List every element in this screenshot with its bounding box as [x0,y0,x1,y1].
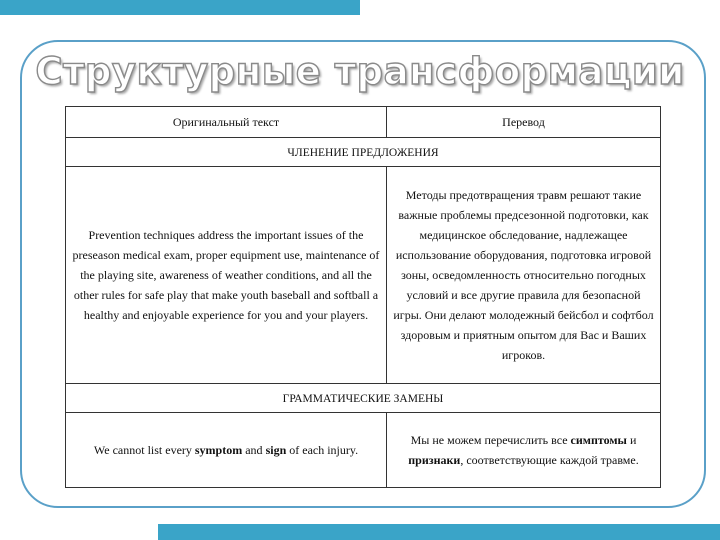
comparison-table [65,106,661,488]
translation-text-cell: Мы не можем перечислить все симптомы и признаки, соответствующие каждой травме. [387,413,661,488]
top-accent-bar [0,0,360,15]
translation-text-cell: Методы предотвращения травм решают такие важные проблемы предсезонной подготовки, как медицинское обследование, надлежащее использование оборудования, подготовка игровой зоны, осведомленность относительно погодных условий и все другие правила для безопасной игры. Они делают молодежный бейсбол и софтбол здоровым и приятным опытом для Вас и Ваших игроков. [387,167,661,384]
section-title-grammar-substitution: ГРАММАТИЧЕСКИЕ ЗАМЕНЫ [282,392,444,405]
table-row [66,413,661,488]
original-text-cell: Prevention techniques address the important issues of the preseason medical exam, proper equipment use, maintenance of the playing site, awareness of weather conditions, and all the other rules for safe play that make youth baseball and softball a healthy and enjoyable experience for you and your players. [66,167,387,384]
header-translation: Перевод [387,107,661,138]
header-original: Оригинальный текст [66,107,387,138]
original-text-cell: We cannot list every symptom and sign of each injury. [66,413,387,488]
bottom-accent-bar [158,524,720,540]
table-header-row [66,107,661,138]
section-row [66,384,661,413]
slide-title: Структурные трансформации [35,50,685,93]
table-row [66,167,661,384]
section-title-sentence-division: ЧЛЕНЕНИЕ ПРЕДЛОЖЕНИЯ [287,146,439,159]
section-row [66,138,661,167]
